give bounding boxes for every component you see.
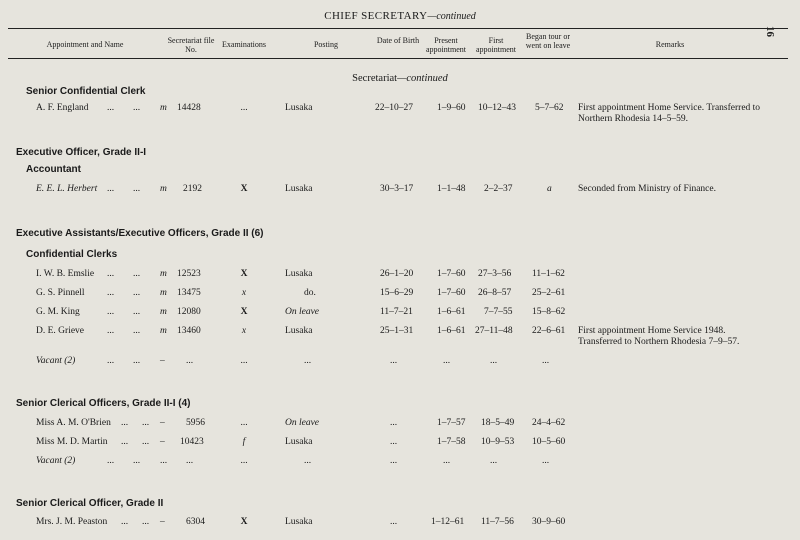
section-suffix: —continued [397,73,448,84]
staff-name: G. S. Pinnell [36,288,85,298]
tour-date: 24–4–62 [532,418,566,428]
posting: ... [304,456,312,466]
first-appointment: 7–7–55 [484,307,513,317]
group-subheading: Confidential Clerks [26,249,118,260]
marital-status: – [160,517,165,527]
header-rule [8,58,788,59]
posting: Lusaka [285,326,313,336]
marital-status: m [160,103,167,113]
first-appointment: 2–2–37 [484,184,513,194]
marital-status: m [160,307,167,317]
group-heading: Senior Clerical Officer, Grade II [16,498,164,509]
file-number: 12080 [177,307,201,317]
leader-dots: ... [133,288,141,298]
leader-dots: ... [107,269,115,279]
top-rule [8,28,788,29]
tour-date: 10–5–60 [532,437,566,447]
tour-date: ... [542,356,550,366]
examination-mark: X [240,307,248,317]
leader-dots: ... [107,307,115,317]
first-appointment: 27–3–56 [478,269,512,279]
posting: Lusaka [285,517,313,527]
marital-status: m [160,269,167,279]
group-subheading: Accountant [26,164,81,175]
first-appointment: ... [490,456,498,466]
leader-dots: ... [142,437,150,447]
examination-mark: ... [240,456,248,466]
leader-dots: ... [107,184,115,194]
file-number: 13475 [177,288,201,298]
section-name: Secretariat [352,73,398,84]
posting: Lusaka [285,269,313,279]
date-of-birth: ... [390,517,398,527]
present-appointment: 1–7–60 [437,288,466,298]
tour-date: ... [542,456,550,466]
file-number: 14428 [177,103,201,113]
leader-dots: ... [133,184,141,194]
page-title [0,10,800,22]
file-number: 5956 [186,418,205,428]
posting: do. [304,288,316,298]
date-of-birth: 11–7–21 [380,307,413,317]
examination-mark: ... [240,103,248,113]
first-appointment: 27–11–48 [475,326,513,336]
tour-date: 5–7–62 [535,103,564,113]
marital-status: – [160,418,165,428]
group-heading: Senior Clerical Officers, Grade II-I (4) [16,398,191,409]
group-heading: Executive Assistants/Executive Officers, Grade II (6) [16,228,264,239]
tour-date: a [547,184,552,194]
examination-mark: f [242,437,246,447]
examination-mark: X [240,184,248,194]
col-header-posting: Posting [313,40,338,49]
first-appointment: 26–8–57 [478,288,512,298]
leader-dots: ... [142,517,150,527]
file-number: 2192 [183,184,202,194]
file-number: 13460 [177,326,201,336]
date-of-birth: ... [390,418,398,428]
file-number: ... [186,456,194,466]
present-appointment: 1–7–57 [437,418,466,428]
marital-status: m [160,288,167,298]
remarks: Seconded from Ministry of Finance. [578,184,716,194]
date-of-birth: 15–6–29 [380,288,414,298]
examination-mark: ... [240,356,248,366]
staff-name: I. W. B. Emslie [36,269,95,279]
leader-dots: ... [133,269,141,279]
leader-dots: ... [107,356,115,366]
leader-dots: ... [133,307,141,317]
tour-date: 25–2–61 [532,288,566,298]
present-appointment: ... [443,456,451,466]
marital-status: m [160,184,167,194]
first-appointment: 18–5–49 [481,418,515,428]
date-of-birth: 25–1–31 [380,326,414,336]
staff-name: Miss M. D. Martin [36,437,108,447]
leader-dots: ... [107,326,115,336]
group-heading: Executive Officer, Grade II-I [16,147,147,158]
first-appointment: ... [490,356,498,366]
leader-dots: ... [133,356,141,366]
col-header-present: Present appointment [426,36,466,54]
page-title-suffix: —continued [427,11,476,22]
col-header-first: First appointment [476,36,516,54]
date-of-birth: ... [390,456,398,466]
file-number: 6304 [186,517,205,527]
examination-mark: ... [240,418,248,428]
staff-name: Mrs. J. M. Peaston [36,517,108,527]
examination-mark: x [241,288,247,298]
staff-name: Miss A. M. O'Brien [36,418,111,428]
posting: Lusaka [285,437,313,447]
col-header-dob: Date of Birth [376,36,420,45]
staff-name: E. E. L. Herbert [36,184,98,194]
marital-status: – [160,356,165,366]
file-number: 12523 [177,269,201,279]
present-appointment: 1–6–61 [437,307,466,317]
posting: On leave [285,307,320,317]
leader-dots: ... [133,456,141,466]
leader-dots: ... [142,418,150,428]
col-header-tour: Began tour or went on leave [525,32,571,50]
present-appointment: 1–6–61 [437,326,466,336]
present-appointment: 1–12–61 [431,517,465,527]
leader-dots: ... [133,103,141,113]
leader-dots: ... [121,418,129,428]
examination-mark: X [240,517,248,527]
first-appointment: 10–12–43 [478,103,516,113]
marital-status: ... [160,456,168,466]
tour-date: 22–6–61 [532,326,566,336]
leader-dots: ... [107,288,115,298]
leader-dots: ... [133,326,141,336]
present-appointment: 1–7–60 [437,269,466,279]
page-number: 16 [764,26,776,37]
col-header-name: Appointment and Name [46,40,124,49]
col-header-remarks: Remarks [655,40,685,49]
marital-status: m [160,326,167,336]
staff-name: Vacant (2) [36,456,76,466]
present-appointment: 1–9–60 [437,103,466,113]
leader-dots: ... [121,517,129,527]
leader-dots: ... [121,437,129,447]
section-subheading [0,73,800,84]
file-number: 10423 [180,437,204,447]
posting: Lusaka [285,184,313,194]
date-of-birth: ... [390,437,398,447]
staff-name: G. M. King [36,307,80,317]
staff-name: Vacant (2) [36,356,76,366]
group-heading: Senior Confidential Clerk [26,86,146,97]
file-number: ... [186,356,194,366]
col-header-examinations: Examinations [222,40,266,49]
first-appointment: 10–9–53 [481,437,515,447]
page-title-text: CHIEF SECRETARY [324,10,428,22]
date-of-birth: 26–1–20 [380,269,414,279]
posting: Lusaka [285,103,313,113]
present-appointment: 1–7–58 [437,437,466,447]
tour-date: 30–9–60 [532,517,566,527]
present-appointment: 1–1–48 [437,184,466,194]
remarks: First appointment Home Service. Transferred to Northern Rhodesia 14–5–59. [578,103,761,124]
posting: On leave [285,418,320,428]
tour-date: 15–8–62 [532,307,566,317]
examination-mark: X [240,269,248,279]
tour-date: 11–1–62 [532,269,565,279]
staff-name: D. E. Grieve [36,326,85,336]
staff-name: A. F. England [36,103,89,113]
marital-status: – [160,437,165,447]
leader-dots: ... [107,103,115,113]
date-of-birth: 30–3–17 [380,184,414,194]
posting: ... [304,356,312,366]
remarks: First appointment Home Service 1948. Transferred to Northern Rhodesia 7–9–57. [578,326,740,347]
examination-mark: x [241,326,247,336]
first-appointment: 11–7–56 [481,517,514,527]
date-of-birth: ... [390,356,398,366]
col-header-file-no: Secretariat file No. [167,36,215,54]
date-of-birth: 22–10–27 [375,103,413,113]
present-appointment: ... [443,356,451,366]
leader-dots: ... [107,456,115,466]
